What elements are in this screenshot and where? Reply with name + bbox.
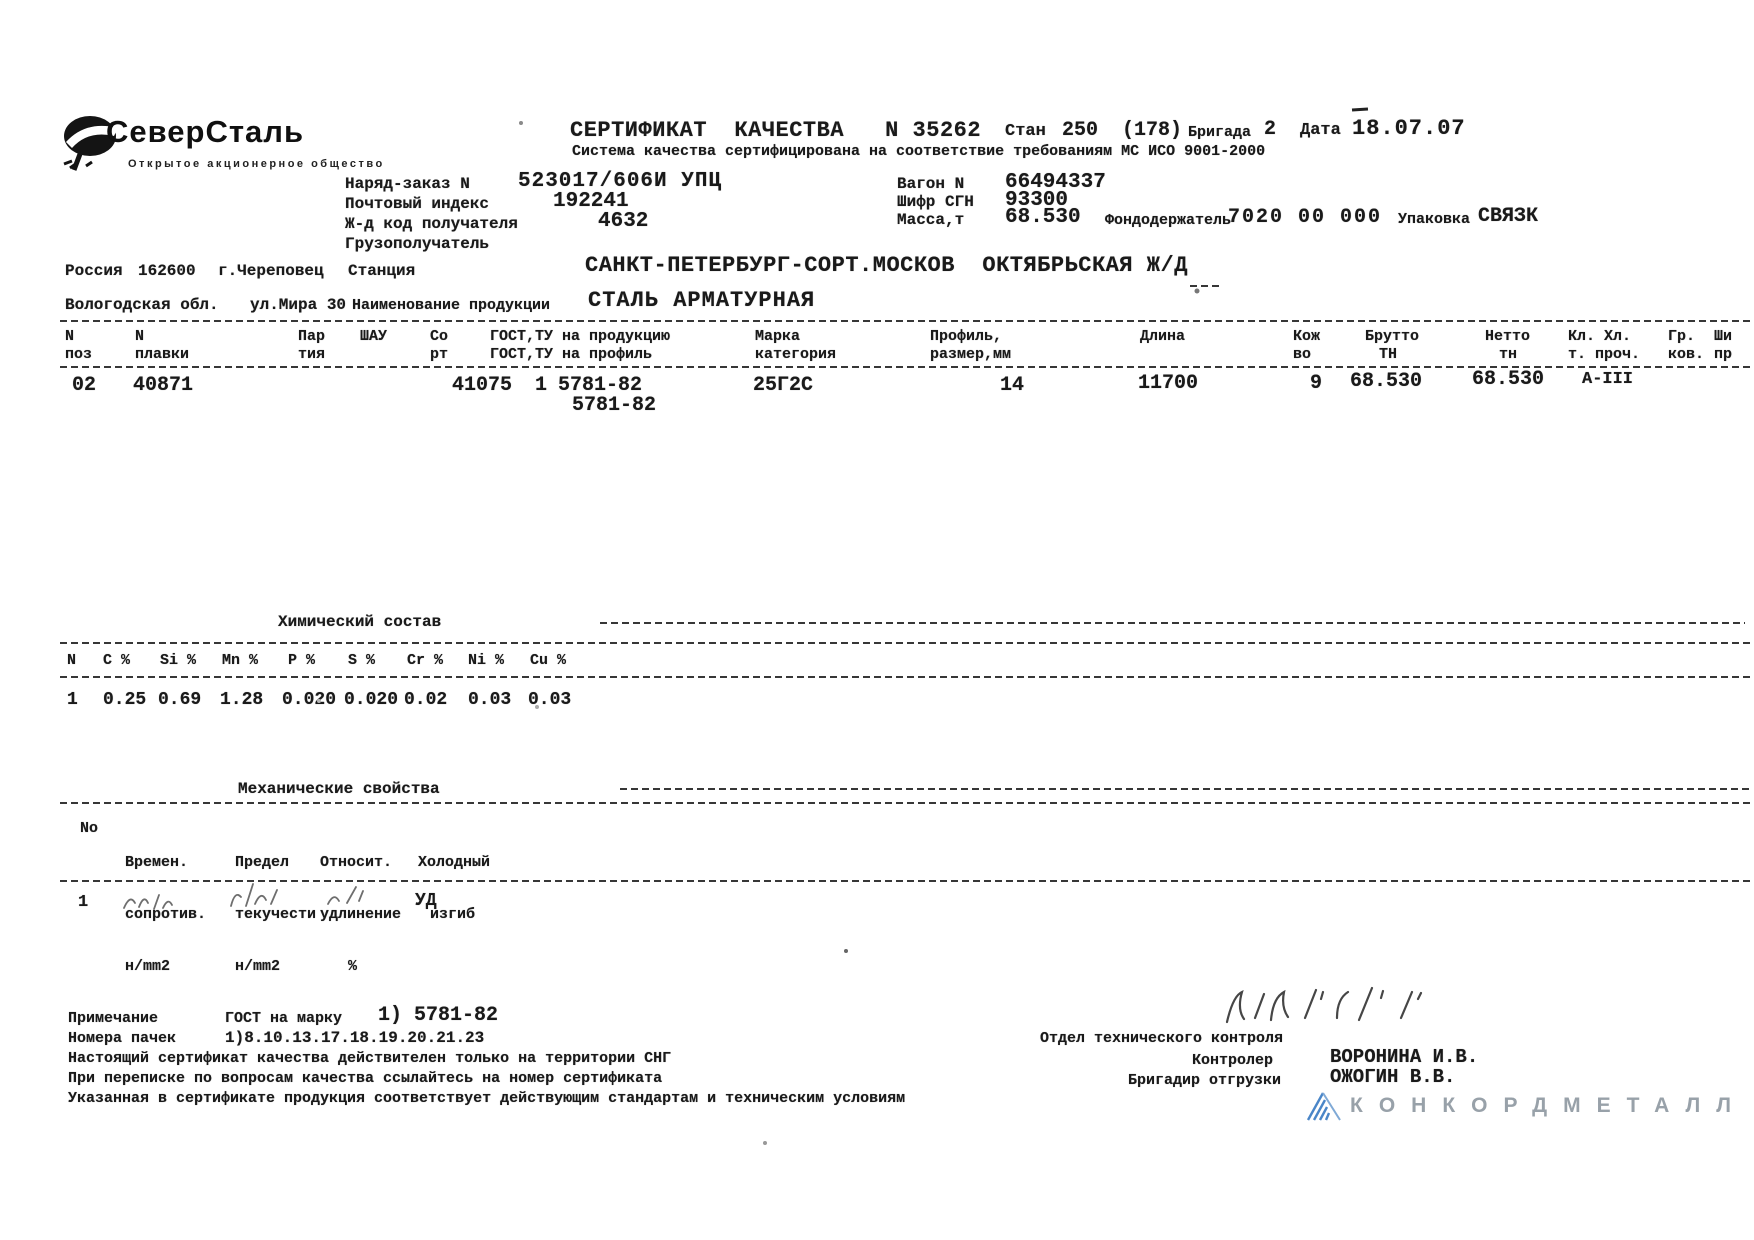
zhd-code-label: Ж-д код получателя bbox=[345, 215, 518, 233]
brigadier-label: Бригадир отгрузки bbox=[1128, 1072, 1282, 1089]
konkordmetall-logo-icon bbox=[1305, 1088, 1343, 1124]
col-header-length: Длина bbox=[1140, 328, 1186, 345]
iso-line: Система качества сертифицирована на соответствие требованиям МС ИСО 9001-2000 bbox=[572, 143, 1266, 160]
note-line-standards: Указанная в сертификате продукция соответствует действующим стандартам и техническим условиям bbox=[68, 1090, 906, 1107]
logo-subtitle: Открытое акционерное общество bbox=[128, 158, 385, 170]
row-mark: 25Г2С bbox=[753, 374, 814, 397]
note-line-cis: Настоящий сертификат качества действителен только на территории СНГ bbox=[68, 1050, 672, 1067]
address-city: г.Череповец bbox=[218, 262, 324, 280]
mech-header-tensile: Времен. сопротив. н/mm2 bbox=[125, 854, 207, 975]
chem-top-rule bbox=[60, 642, 1750, 644]
chem-header-c: C % bbox=[103, 652, 131, 669]
mech-header-yield: Предел текучести н/mm2 bbox=[235, 854, 317, 975]
col-header-gost: ГОСТ,ТУ на продукцию ГОСТ,ТУ на профиль bbox=[490, 328, 671, 363]
watermark-text: КОНКОРДМЕТАЛЛ bbox=[1350, 1094, 1748, 1117]
packs-label: Номера пачек bbox=[68, 1030, 177, 1047]
naryad-label: Наряд-заказ N bbox=[345, 175, 470, 193]
row-size: 14 bbox=[1000, 374, 1025, 397]
address-country: Россия bbox=[65, 262, 123, 280]
pack-value: СВЯЗК bbox=[1478, 205, 1539, 228]
chem-value-cu: 0.03 bbox=[528, 690, 572, 710]
row-melt: 40871 bbox=[133, 374, 194, 397]
chem-header-mn: Mn % bbox=[222, 652, 259, 669]
sgn-value: 93300 bbox=[1005, 189, 1069, 212]
chem-value-s: 0.020 bbox=[344, 690, 399, 710]
brigada-label: Бригада bbox=[1188, 124, 1252, 141]
col-header-sort: Со рт bbox=[430, 328, 449, 363]
row-pos: 02 bbox=[72, 374, 97, 397]
brigadier-name: ОЖОГИН В.В. bbox=[1330, 1066, 1456, 1088]
row-length: 11700 bbox=[1138, 372, 1199, 395]
col-header-brutto: Брутто ТН bbox=[1365, 328, 1420, 363]
address-street: ул.Мира 30 bbox=[250, 296, 347, 314]
note-label: Примечание bbox=[68, 1010, 159, 1027]
chem-value-cr: 0.02 bbox=[404, 690, 448, 710]
chem-title-rule bbox=[600, 622, 1745, 624]
chem-header-p: P % bbox=[288, 652, 316, 669]
product-label: Наименование продукции bbox=[352, 297, 551, 314]
note-line-reference: При переписке по вопросам качества ссылайтесь на номер сертификата bbox=[68, 1070, 663, 1087]
chem-value-si: 0.69 bbox=[158, 690, 202, 710]
logo-company-name: СеверСталь bbox=[106, 114, 305, 149]
pack-label: Упаковка bbox=[1398, 211, 1471, 228]
handwritten-yield-value bbox=[225, 882, 295, 916]
row-gost-product: 5781-82 bbox=[558, 374, 643, 397]
chem-header-cr: Cr % bbox=[407, 652, 444, 669]
col-header-pos: N поз bbox=[65, 328, 93, 363]
chem-header-rule bbox=[60, 676, 1750, 678]
certificate-title: СЕРТИФИКАТ КАЧЕСТВА N 35262 bbox=[570, 118, 982, 143]
chem-header-ni: Ni % bbox=[468, 652, 505, 669]
handwritten-elongation-value bbox=[322, 884, 378, 912]
wagon-label: Вагон N bbox=[897, 175, 965, 193]
note-gost-value: 1) 5781-82 bbox=[378, 1004, 499, 1027]
note-gost-label: ГОСТ на марку bbox=[225, 1010, 343, 1027]
mech-row-bend: УД bbox=[415, 891, 437, 911]
date-label: Дата bbox=[1300, 121, 1341, 140]
address-zip: 162600 bbox=[138, 262, 196, 280]
row-netto: 68.530 bbox=[1472, 368, 1545, 391]
handwritten-tensile-value bbox=[118, 886, 188, 918]
row-brutto: 68.530 bbox=[1350, 370, 1423, 393]
scan-artifact-dash-small bbox=[1190, 285, 1220, 287]
controller-signature bbox=[1215, 982, 1455, 1034]
postindex-value: 192241 bbox=[553, 190, 629, 213]
mech-row-no: 1 bbox=[78, 893, 89, 912]
product-value: СТАЛЬ АРМАТУРНАЯ bbox=[588, 288, 816, 313]
mech-header-rule bbox=[60, 880, 1750, 882]
wagon-value: 66494337 bbox=[1005, 171, 1106, 194]
scan-noise bbox=[0, 0, 2, 2]
row-gost-profile: 5781-82 bbox=[572, 394, 657, 417]
mass-label: Масса,т bbox=[897, 211, 965, 229]
stan-label: Стан bbox=[1005, 122, 1046, 141]
fond-label: Фондодержатель bbox=[1105, 212, 1232, 229]
chem-value-mn: 1.28 bbox=[220, 690, 264, 710]
mech-top-rule bbox=[60, 802, 1750, 804]
chem-title: Химический состав bbox=[278, 613, 442, 631]
station-value: САНКТ-ПЕТЕРБУРГ-СОРТ.МОСКОВ ОКТЯБРЬСКАЯ Ж/Д bbox=[585, 253, 1188, 278]
controller-label: Контролер bbox=[1192, 1052, 1274, 1069]
col-header-class: Кл. Хл. т. проч. bbox=[1568, 328, 1641, 363]
chem-header-s: S % bbox=[348, 652, 376, 669]
row-class: А-III bbox=[1582, 370, 1634, 389]
station-label: Станция bbox=[348, 262, 416, 280]
chem-value-n: 1 bbox=[67, 690, 78, 710]
chem-header-si: Si % bbox=[160, 652, 197, 669]
row-party: 41075 bbox=[452, 374, 513, 397]
col-header-party: Пар тия bbox=[298, 328, 326, 363]
controller-name: ВОРОНИНА И.В. bbox=[1330, 1046, 1479, 1068]
brigada-value: 2 bbox=[1264, 118, 1277, 141]
chem-value-p: 0.020 bbox=[282, 690, 337, 710]
stan-value: 250 (178) bbox=[1062, 119, 1183, 142]
mech-title: Механические свойства bbox=[238, 780, 440, 798]
row-qty: 9 bbox=[1310, 372, 1323, 395]
col-header-melt: N плавки bbox=[135, 328, 190, 363]
otk-dept: Отдел технического контроля bbox=[1040, 1030, 1284, 1047]
mech-title-rule bbox=[620, 788, 1750, 790]
mech-header-no: No bbox=[80, 820, 99, 837]
naryad-value: 523017/606И УПЦ bbox=[518, 170, 723, 193]
mass-value: 68.530 bbox=[1005, 206, 1081, 229]
consignee-label: Грузополучатель bbox=[345, 235, 490, 253]
chem-header-n: N bbox=[67, 652, 77, 669]
col-header-shau: ШАУ bbox=[360, 328, 388, 345]
col-header-shi: Ши пр bbox=[1714, 328, 1733, 363]
table-top-rule bbox=[60, 320, 1750, 322]
postindex-label: Почтовый индекс bbox=[345, 195, 490, 213]
mech-header-elongation: Относит. удлинение % bbox=[320, 854, 402, 975]
col-header-mark: Марка категория bbox=[755, 328, 837, 363]
chem-value-ni: 0.03 bbox=[468, 690, 512, 710]
scan-artifact-dash bbox=[1352, 107, 1368, 111]
row-sort: 1 bbox=[535, 374, 548, 397]
col-header-qty: Кож во bbox=[1293, 328, 1321, 363]
mech-header-bend: Холодный изгиб bbox=[418, 854, 491, 923]
date-value: 18.07.07 bbox=[1352, 116, 1466, 141]
col-header-netto: Нетто тн bbox=[1485, 328, 1531, 363]
chem-header-cu: Cu % bbox=[530, 652, 567, 669]
zhd-code-value: 4632 bbox=[598, 210, 649, 233]
sgn-label: Шифр СГН bbox=[897, 193, 974, 211]
col-header-gr: Гр. ков. bbox=[1668, 328, 1705, 363]
fond-value: 7020 00 000 bbox=[1228, 206, 1383, 229]
packs-value: 1)8.10.13.17.18.19.20.21.23 bbox=[225, 1029, 485, 1047]
address-region: Вологодская обл. bbox=[65, 296, 219, 314]
col-header-profile: Профиль, размер,мм bbox=[930, 328, 1012, 363]
chem-value-c: 0.25 bbox=[103, 690, 147, 710]
